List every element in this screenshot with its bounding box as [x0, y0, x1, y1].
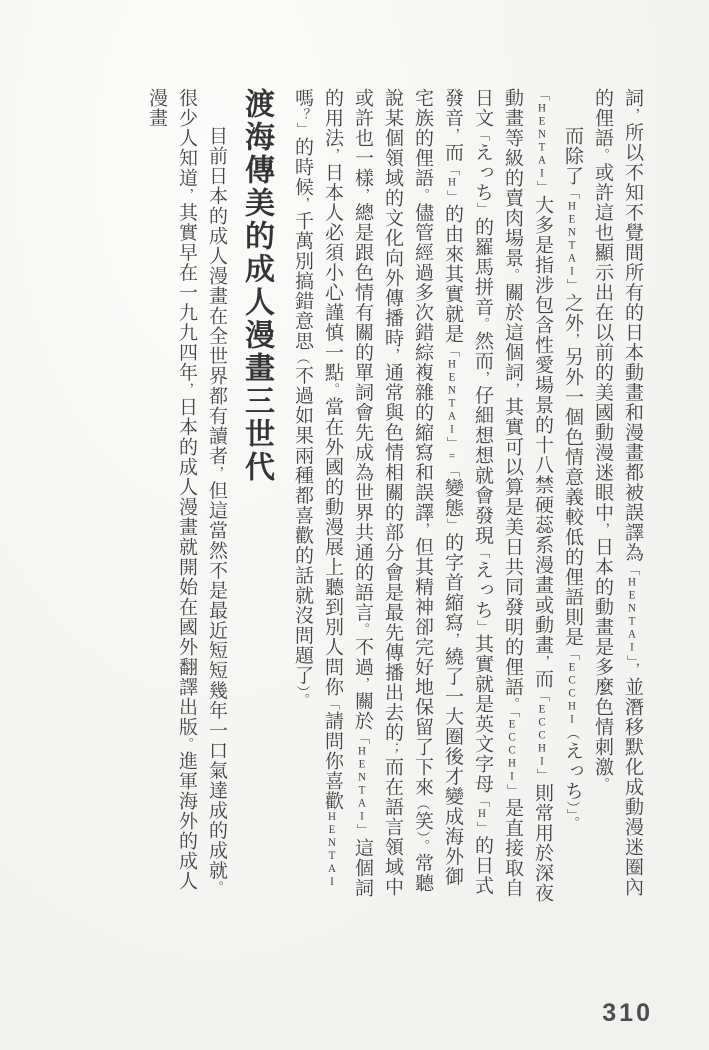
- cjk-punctuation: ，: [295, 196, 310, 211]
- latin-run: H: [476, 808, 488, 822]
- cjk-punctuation: 」: [295, 122, 310, 137]
- cjk-punctuation: ）: [565, 800, 580, 809]
- latin-run: =: [446, 450, 458, 464]
- cjk-punctuation: ）: [415, 830, 430, 839]
- cjk-punctuation: 。: [355, 622, 370, 637]
- latin-run: HENTAI: [326, 810, 338, 889]
- latin-run: ECCHI: [536, 703, 548, 769]
- cjk-punctuation: 「: [475, 128, 490, 143]
- cjk-punctuation: 。: [505, 696, 520, 711]
- latin-run: ECCHI: [506, 718, 518, 784]
- cjk-punctuation: 」: [565, 808, 580, 816]
- latin-run: HENTAI: [566, 200, 578, 279]
- cjk-punctuation: 。: [179, 736, 194, 751]
- cjk-punctuation: ，: [385, 348, 400, 363]
- cjk-punctuation: ，: [445, 632, 460, 647]
- paragraph-overseas-manga: 目前日本的成人漫畫在全世界都有讀者，但這當然不是最近短短幾年一口氣達成的成就。很少人知道，其實早在一九九四年，日本的成人漫畫就開始在國外翻譯出版。進軍海外的成人漫畫: [146, 88, 227, 895]
- cjk-punctuation: 「: [535, 88, 550, 103]
- cjk-punctuation: 。: [209, 880, 224, 895]
- cjk-punctuation: ？: [295, 108, 310, 123]
- cjk-punctuation: ，: [445, 128, 460, 143]
- latin-run: HENTAI: [536, 102, 548, 181]
- cjk-punctuation: 「: [445, 463, 460, 478]
- cjk-punctuation: 」: [445, 517, 460, 533]
- cjk-punctuation: 。: [595, 776, 610, 791]
- cjk-punctuation: 」: [505, 783, 520, 798]
- cjk-punctuation: 」: [475, 821, 490, 836]
- cjk-punctuation: 「: [625, 562, 640, 577]
- cjk-punctuation: 「: [565, 646, 580, 662]
- cjk-punctuation: 「: [475, 793, 490, 809]
- cjk-punctuation: 「: [475, 545, 490, 560]
- cjk-punctuation: 」: [475, 202, 490, 217]
- cjk-punctuation: 。: [595, 148, 610, 163]
- cjk-punctuation: （: [565, 726, 580, 741]
- latin-run: HENTAI: [446, 358, 458, 437]
- cjk-punctuation: 。: [295, 692, 310, 708]
- cjk-punctuation: 。: [415, 188, 430, 203]
- cjk-punctuation: ，: [355, 188, 370, 203]
- cjk-punctuation: 」: [445, 436, 460, 451]
- cjk-punctuation: ，: [209, 466, 224, 481]
- cjk-punctuation: 」: [625, 654, 640, 663]
- cjk-punctuation: 「: [535, 688, 550, 704]
- latin-run: ECCHI: [566, 661, 578, 727]
- cjk-punctuation: （: [295, 350, 310, 366]
- latin-run: H: [446, 176, 458, 190]
- cjk-punctuation: 」: [445, 189, 460, 204]
- cjk-punctuation: 」: [475, 619, 490, 634]
- cjk-punctuation: 」: [565, 278, 580, 293]
- cjk-punctuation: 。: [325, 382, 340, 397]
- section-heading: 渡海傳美的成人漫畫三世代: [240, 88, 273, 484]
- cjk-punctuation: ，: [625, 662, 640, 677]
- cjk-punctuation: 。: [505, 268, 520, 283]
- cjk-punctuation: 「: [565, 186, 580, 201]
- latin-run: HENTAI: [356, 745, 368, 824]
- cjk-punctuation: 「: [355, 730, 370, 746]
- cjk-punctuation: ，: [179, 188, 194, 203]
- cjk-punctuation: 「: [445, 162, 460, 177]
- cjk-punctuation: 「: [325, 696, 340, 711]
- cjk-punctuation: ，: [355, 676, 370, 691]
- cjk-punctuation: 」: [535, 180, 550, 195]
- cjk-punctuation: 「: [445, 343, 460, 359]
- cjk-punctuation: ，: [325, 148, 340, 163]
- paragraph-ecchi-hentai: 而除了「HENTAI」之外，另外一個色情意義較低的俚語則是「ECCHI（えっち）」。「HENTAI」大多是指涉包含性愛場景的十八禁硬蕊系漫畫或動畫，而「ECCHI」則常用於深夜動畫等級的賣肉場景。關於這個詞，其實可以算是美日共同發明的俚語。「ECCHI」是直接取自日文「えっち」的羅馬拼音。然而，仔細想想就會發現「えっち」其實就是英文字母「H」的日式發音，而「H」的由來其實就是「HENTAI」=「變態」的字首縮寫，繞了一大圈後才變成海外御宅族的俚語。儘管經過多次錯綜複雜的縮寫和誤譯，但其精神卻完好地保留了下來（笑）。常聽說某個領域的文化向外傳播時，通常與色情相關的部分會是最先傳播出去的；而在語言領域中或許也一樣，總是跟色情有關的單詞會先成為世界共通的語言。不過，關於「HENTAI」這個詞的用法，日本人必須小心謹慎一點。當在外國的動漫展上聽到別人問你「請問你喜歡HENTAI嗎？」的時候，千萬別搞錯意思（不過如果兩種都喜歡的話就沒問題了）。: [292, 88, 583, 903]
- cjk-punctuation: ，: [565, 332, 580, 347]
- cjk-punctuation: （: [415, 796, 430, 811]
- cjk-punctuation: ；: [385, 742, 400, 757]
- cjk-punctuation: 。: [565, 815, 580, 831]
- page-number: 310: [602, 999, 653, 1027]
- cjk-punctuation: 」: [535, 768, 550, 783]
- cjk-punctuation: 」: [355, 823, 370, 838]
- cjk-punctuation: ，: [475, 370, 490, 386]
- paragraph-continuation: 詞，所以不知不覺間所有的日本動畫和漫畫都被誤譯為「HENTAI」，並潛移默化成動漫迷圈內的俚語。或許這也顯示出在以前的美國動漫迷眼中，日本的動畫是多麼色情刺激。: [592, 88, 643, 897]
- cjk-punctuation: 。: [415, 838, 430, 853]
- cjk-punctuation: ，: [535, 654, 550, 669]
- latin-run: HENTAI: [626, 576, 638, 655]
- cjk-punctuation: ，: [625, 108, 640, 123]
- cjk-punctuation: ）: [295, 685, 310, 693]
- cjk-punctuation: ，: [415, 522, 430, 537]
- cjk-punctuation: ，: [505, 382, 520, 397]
- cjk-punctuation: 。: [475, 316, 490, 331]
- cjk-punctuation: ，: [595, 522, 610, 537]
- cjk-punctuation: 「: [505, 710, 520, 719]
- cjk-punctuation: ，: [179, 382, 194, 397]
- article-text-block: [141, 88, 647, 906]
